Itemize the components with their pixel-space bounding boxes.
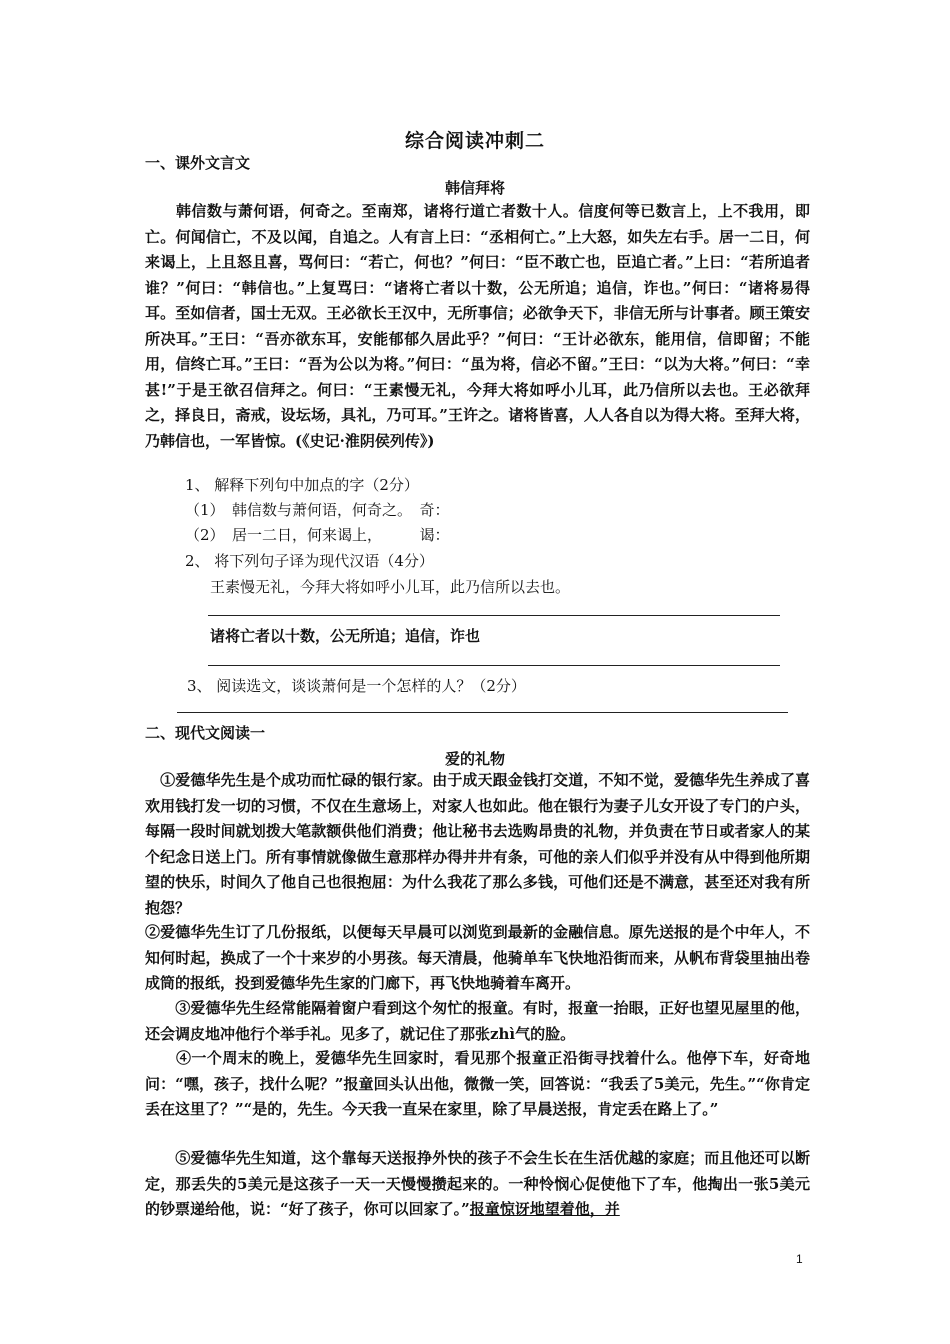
page-title: 综合阅读冲刺二 [404, 130, 545, 152]
section2-paragraph-5 [145, 1146, 810, 1223]
question-1: 1、 解释下列句中加点的字（2分） [185, 476, 419, 494]
paragraph-5-text: ⑤爱德华先生知道，这个靠每天送报挣外快的孩子不会生长在生活优越的家庭；而且他还可以断定，那丢失的5美元是这孩子一天一天慢慢攒起来的。一种怜悯心促使他下了车，他掏出一张5美元的钞票递给他，说：“好了孩子，你可以回家了。” [145, 1149, 810, 1218]
question-2: 2、 将下列句子译为现代汉语（4分） [185, 552, 434, 570]
question-3: 3、 阅读选文，谈谈萧何是一个怎样的人？（2分） [187, 677, 526, 695]
section2-heading: 二、现代文阅读一 [145, 724, 266, 742]
answer-line [177, 712, 788, 713]
question-1-item-2: （2） 居一二日，何来谒上， 谒： [185, 526, 450, 544]
section2-paragraph-2: ②爱德华先生订了几份报纸，以便每天早晨可以浏览到最新的金融信息。原先送报的是个中年人，不知何时起，换成了一个十来岁的小男孩。每天清晨，他骑单车飞快地沿街而来，从帆布背袋里抽出卷成筒的报纸，投到爱德华先生家的门廊下，再飞快地骑着车离开。 [145, 923, 810, 992]
question-1-item-1: （1） 韩信数与萧何语，何奇之。 奇： [185, 501, 450, 519]
question-2-sentence-2: 诸将亡者以十数，公无所追；追信，诈也 [210, 627, 481, 645]
question-2-sentence-1: 王素慢无礼，今拜大将如呼小儿耳，此乃信所以去也。 [210, 578, 571, 596]
section2-paragraph-4: ④一个周末的晚上，爱德华先生回家时，看见那个报童正沿街寻找着什么。他停下车，好奇地问：“嘿，孩子，找什么呢？”报童回头认出他，微微一笑，回答说：“我丢了5美元，先生。”“你肯定丢在这里了？”“是的，先生。今天我一直呆在家里，除了早晨送报，肯定丢在路上了。” [145, 1049, 810, 1118]
answer-line [208, 665, 780, 666]
section2-paragraph-3: ③爱德华先生经常能隔着窗户看到这个匆忙的报童。有时，报童一抬眼，正好也望见屋里的他，还会调皮地冲他行个举手礼。见多了，就记住了那张zhì气的脸。 [145, 999, 810, 1043]
section1-passage-title: 韩信拜将 [444, 179, 505, 197]
page-number: 1 [796, 1252, 803, 1266]
section1-passage: 韩信数与萧何语，何奇之。至南郑，诸将行道亡者数十人。信度何等已数言上，上不我用，即亡。何闻信亡，不及以闻，自追之。人有言上曰：“丞相何亡。”上大怒，如失左右手。居一二日，何来谒上，上且怒且喜，骂何曰：“若亡，何也？”何曰：“臣不敢亡也，臣追亡者。”上曰：“若所追者谁？”何曰：“韩信也。”上复骂曰：“诸将亡者以十数，公无所追；追信，诈也。”何曰：“诸将易得耳。至如信者，国士无双。王必欲长王汉中，无所事信；必欲争天下，非信无所与计事者。顾王策安所决耳。”王曰：“吾亦欲东耳，安能郁郁久居此乎？”何曰：“王计必欲东，能用信，信即留；不能用，信终亡耳。”王曰：“吾为公以为将。”何曰：“虽为将，信必不留。”王曰：“以为大将。”何曰：“幸甚!”于是王欲召信拜之。何曰：“王素慢无礼，今拜大将如呼小儿耳，此乃信所以去也。王必欲拜之，择良日，斋戒，设坛场，具礼，乃可耳。”王许之。诸将皆喜，人人各自以为得大将。至拜大将，乃韩信也，一军皆惊。(《史记·淮阴侯列传》) [145, 202, 810, 450]
section2-paragraph-1: ①爱德华先生是个成功而忙碌的银行家。由于成天跟金钱打交道，不知不觉，爱德华先生养成了喜欢用钱打发一切的习惯，不仅在生意场上，对家人也如此。他在银行为妻子儿女开设了专门的户头，每隔一段时间就划拨大笔款额供他们消费；他让秘书去选购昂贵的礼物，并负责在节日或者家人的某个纪念日送上门。所有事情就像做生意那样办得井井有条，可他的亲人们似乎并没有从中得到他所期望的快乐，时间久了他自己也很抱屈：为什么我花了那么多钱，可他们还是不满意，甚至还对我有所抱怨？ [145, 771, 810, 917]
section1-heading: 一、课外文言文 [145, 154, 251, 172]
section2-passage-title: 爱的礼物 [444, 750, 505, 768]
answer-line [208, 615, 780, 616]
underlined-sentence: 报童惊讶地望着他，并 [469, 1200, 620, 1218]
